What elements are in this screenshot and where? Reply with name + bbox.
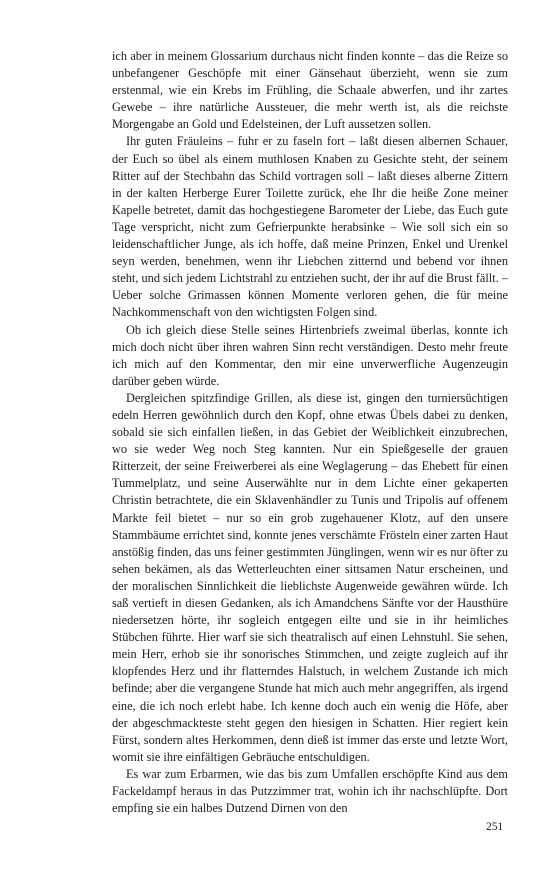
paragraph-5: Es war zum Erbarmen, wie das bis zum Umfallen erschöpfte Kind aus dem Fackeldampf heraus in das Putzzimmer trat, wohin ich ihr nachschlüpfte. Dort empfing sie ein halbes Dutzend Dirnen von den (112, 766, 508, 816)
paragraph-4: Dergleichen spitzfindige Grillen, als diese ist, gingen den turniersüchtigen edeln Herren gewöhnlich durch den Kopf, ohne etwas Übels dabei zu denken, sobald sie sich einfallen ließen, in das Gebiet der Weiblichkeit einzubrechen, wo sie weder Weg noch Steg kannten. Nur ein Spießgeselle der grauen Ritterzeit, der seine Freiwerberei als eine Weglagerung – das Ehebett für einen Tummelplatz, und seine Auserwählte nur in dem Lichte einer gekaperten Christin betrachtete, die ein Sklavenhändler zu Tunis und Tripolis auf offenem Markte feil bietet – nur so ein grob zugehauener Klotz, auf den unsere Stammbäume errichtet sind, konnte jenes verschämte Frösteln einer zarten Haut anstößig finden, das uns feiner gestimmten Jünglingen, wenn wir es nur öfter zu sehen bekämen, als das Wetterleuchten einer sittsamen Natur erscheinen, und der moralischen Sinnlichkeit die lieblichste Augenweide gewähren würde. Ich saß vertieft in diesen Gedanken, als ich Amandchens Sänfte vor der Hausthüre niedersetzen hörte, ihr sogleich entgegen eilte und sie in ihr heimliches Stübchen führte. Hier warf sie sich theatralisch auf einen Lehnstuhl. Sie sehen, mein Herr, erhob sie ihr sonorisches Stimmchen, und zeigte zugleich auf ihr klopfendes Herz und ihr flatterndes Halstuch, in welchem Zustande ich mich befinde; aber die vergangene Stunde hat mich auch mehr angegriffen, als irgend eine, die ich noch erlebt habe. Ich kenne doch auch ein wenig die Höfe, aber der abgeschmackteste steht gegen den hiesigen in Schatten. Hier regiert kein Fürst, sondern altes Herkommen, denn dieß ist immer das erste und letzte Wort, womit sie ihre einfältigen Gebräuche entschuldigen. (112, 390, 508, 764)
paragraph-1: ich aber in meinem Glossarium durchaus nicht finden konnte – das die Reize so unbefangener Geschöpfe mit einer Gänsehaut überzieht, wenn sie zum erstenmal, wie ein Krebs im Frühling, die Schaale abwerfen, und ihr zartes Gewebe – ihre natürliche Aussteuer, die mehr werth ist, als die reichste Morgengabe an Gold und Edelsteinen, der Luft aussetzen sollen. (112, 49, 508, 132)
page-number: 251 (486, 821, 504, 833)
paragraph-2: Ihr guten Fräuleins – fuhr er zu faseln fort – laßt diesen albernen Schauer, der Euch so übel als einem muthlosen Knaben zu Gesichte steht, der seinem Ritter auf der Stechbahn das Schild vortragen soll – laßt dieses alberne Zittern in der kalten Herberge Eurer Toilette zurück, ehe Ihr die heiße Zone meiner Kapelle betretet, damit das hochgestiegene Barometer der Liebe, das Euch gute Tage verspricht, nicht zum Gefrierpunkte herabsinke – Wie soll sich ein so leidenschaftlicher Junge, als ich hoffe, daß meine Prinzen, Enkel und Urenkel seyn werden, benehmen, wenn ihr Liebchen zitternd und bebend vor ihnen steht, und sich jedem Lichtstrahl zu entziehen sucht, der ihr auf die Brust fällt. – Ueber solche Grimassen können Momente verloren gehen, die für meine Nachkommenschaft von den wichtigsten Folgen sind. (112, 134, 508, 320)
body-text (112, 48, 508, 817)
paragraph-3: Ob ich gleich diese Stelle seines Hirtenbriefs zweimal überlas, konnte ich mich doch nicht über ihren wahren Sinn recht verständigen. Desto mehr freute ich mich auf den Kommentar, den mir eine unverwerfliche Augenzeugin darüber geben würde. (112, 322, 508, 388)
